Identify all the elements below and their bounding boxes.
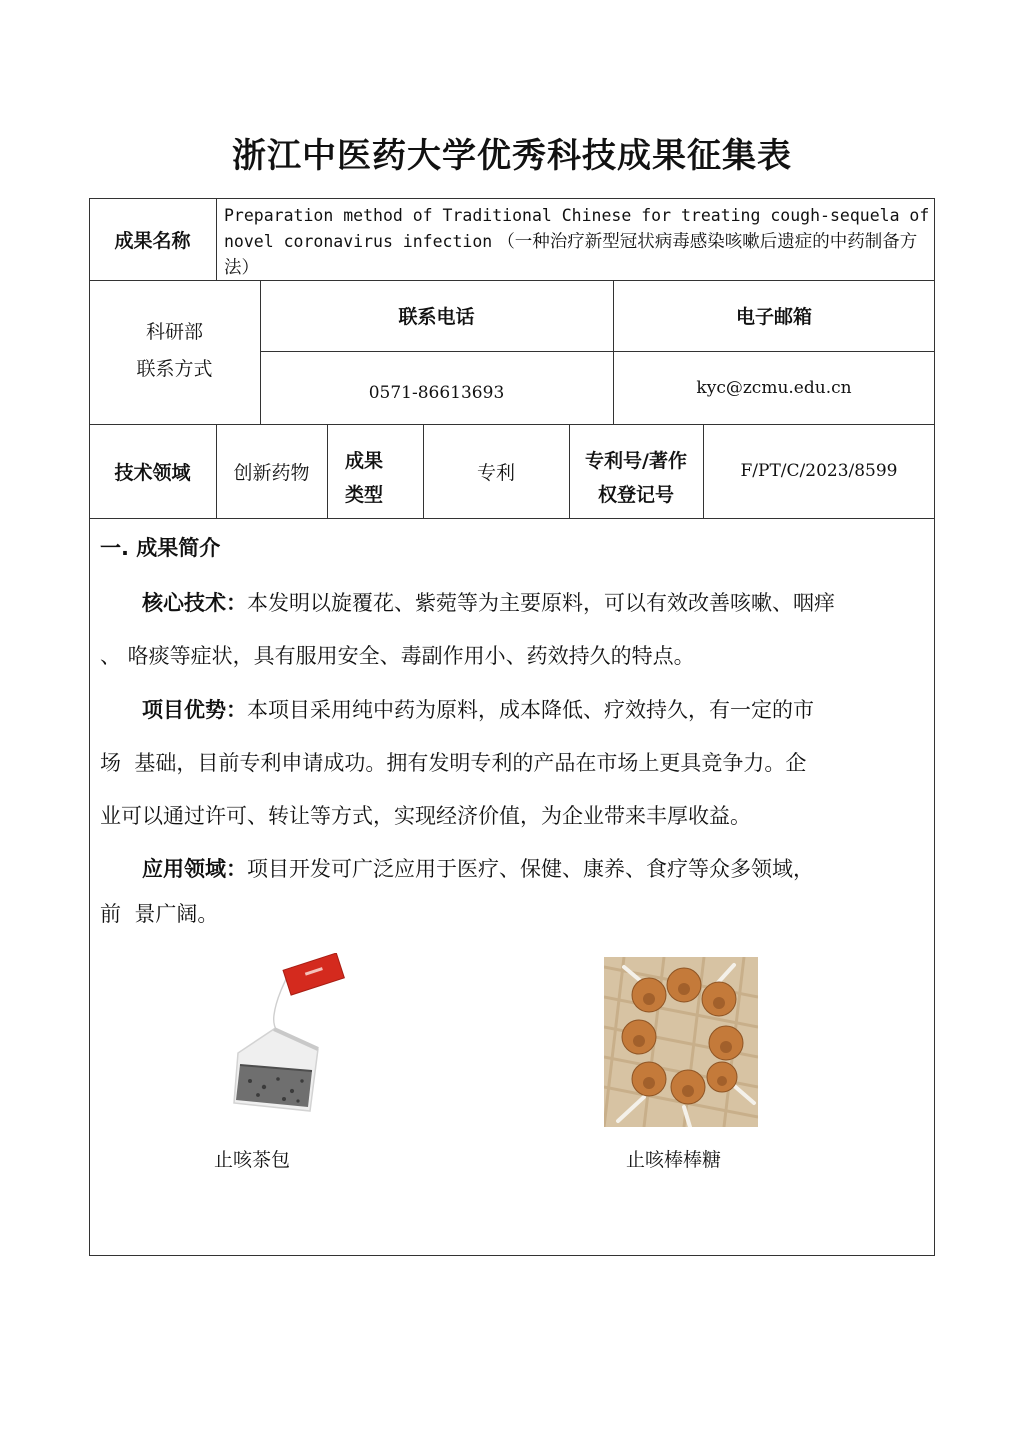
core-tech-paragraph-cont bbox=[100, 630, 926, 683]
application-paragraph-cont bbox=[100, 888, 926, 941]
type-label-line1: 成果 bbox=[345, 450, 384, 472]
page-title: 浙江中医药大学优秀科技成果征集表 bbox=[232, 136, 792, 176]
patent-label-line1: 专利号/著作 bbox=[585, 450, 687, 472]
core-tech-label: 核心技术： bbox=[142, 591, 247, 615]
advantage-paragraph bbox=[100, 684, 926, 737]
type-label-line2: 类型 bbox=[345, 484, 384, 506]
name-value-en: Preparation method of Traditional Chinese for treating cough-sequela of novel coronavirus infection bbox=[224, 206, 930, 251]
lollipop-caption: 止咳棒棒糖 bbox=[626, 1149, 722, 1171]
row-divider bbox=[89, 518, 935, 519]
patent-label bbox=[569, 424, 703, 518]
core-tech-text-1: 本发明以旋覆花、紫菀等为主要原料，可以有效改善咳嗽、咽痒 bbox=[247, 591, 835, 615]
name-label: 成果名称 bbox=[114, 229, 191, 252]
lollipop-image bbox=[604, 957, 758, 1127]
application-label: 应用领域： bbox=[142, 857, 247, 881]
contact-label-line1: 科研部 bbox=[145, 321, 203, 343]
advantage-text-2: 场 基础，目前专利申请成功。拥有发明专利的产品在市场上更具竞争力。企 bbox=[100, 751, 807, 775]
core-tech-text-2: 、 咯痰等症状，具有服用安全、毒副作用小、药效持久的特点。 bbox=[100, 644, 695, 668]
type-label bbox=[327, 424, 423, 518]
email-label: 电子邮箱 bbox=[735, 306, 812, 328]
phone-value: 0571-86613693 bbox=[368, 383, 505, 403]
email-value: kyc@zcmu.edu.cn bbox=[696, 377, 852, 398]
section-heading: 一. 成果简介 bbox=[100, 536, 221, 560]
tea-bag-caption: 止咳茶包 bbox=[214, 1149, 291, 1171]
application-text-1: 项目开发可广泛应用于医疗、保健、康养、食疗等众多领域， bbox=[247, 857, 814, 881]
tea-bag-image bbox=[214, 953, 366, 1125]
patent-value: F/PT/C/2023/8599 bbox=[740, 461, 898, 481]
field-label: 技术领域 bbox=[114, 461, 191, 484]
patent-label-line2: 权登记号 bbox=[597, 484, 674, 506]
col-divider bbox=[216, 198, 217, 280]
advantage-paragraph-cont bbox=[100, 737, 926, 790]
name-value-cn: （一种治疗新型冠状病毒感染咳嗽后遗症的中药制备方法） bbox=[224, 232, 918, 278]
application-text-2: 前 景广阔。 bbox=[100, 902, 219, 926]
type-value: 专利 bbox=[476, 461, 515, 484]
advantage-label: 项目优势： bbox=[142, 698, 247, 722]
field-value: 创新药物 bbox=[233, 461, 310, 484]
phone-label: 联系电话 bbox=[398, 306, 475, 328]
contact-label bbox=[89, 280, 260, 424]
advantage-text-3: 业可以通过许可、转让等方式，实现经济价值，为企业带来丰厚收益。 bbox=[100, 804, 751, 828]
advantage-paragraph-cont2 bbox=[100, 790, 926, 843]
name-value bbox=[224, 203, 930, 279]
contact-label-line2: 联系方式 bbox=[136, 358, 213, 380]
advantage-text-1: 本项目采用纯中药为原料，成本降低、疗效持久，有一定的市 bbox=[247, 698, 814, 722]
core-tech-paragraph bbox=[100, 577, 926, 630]
